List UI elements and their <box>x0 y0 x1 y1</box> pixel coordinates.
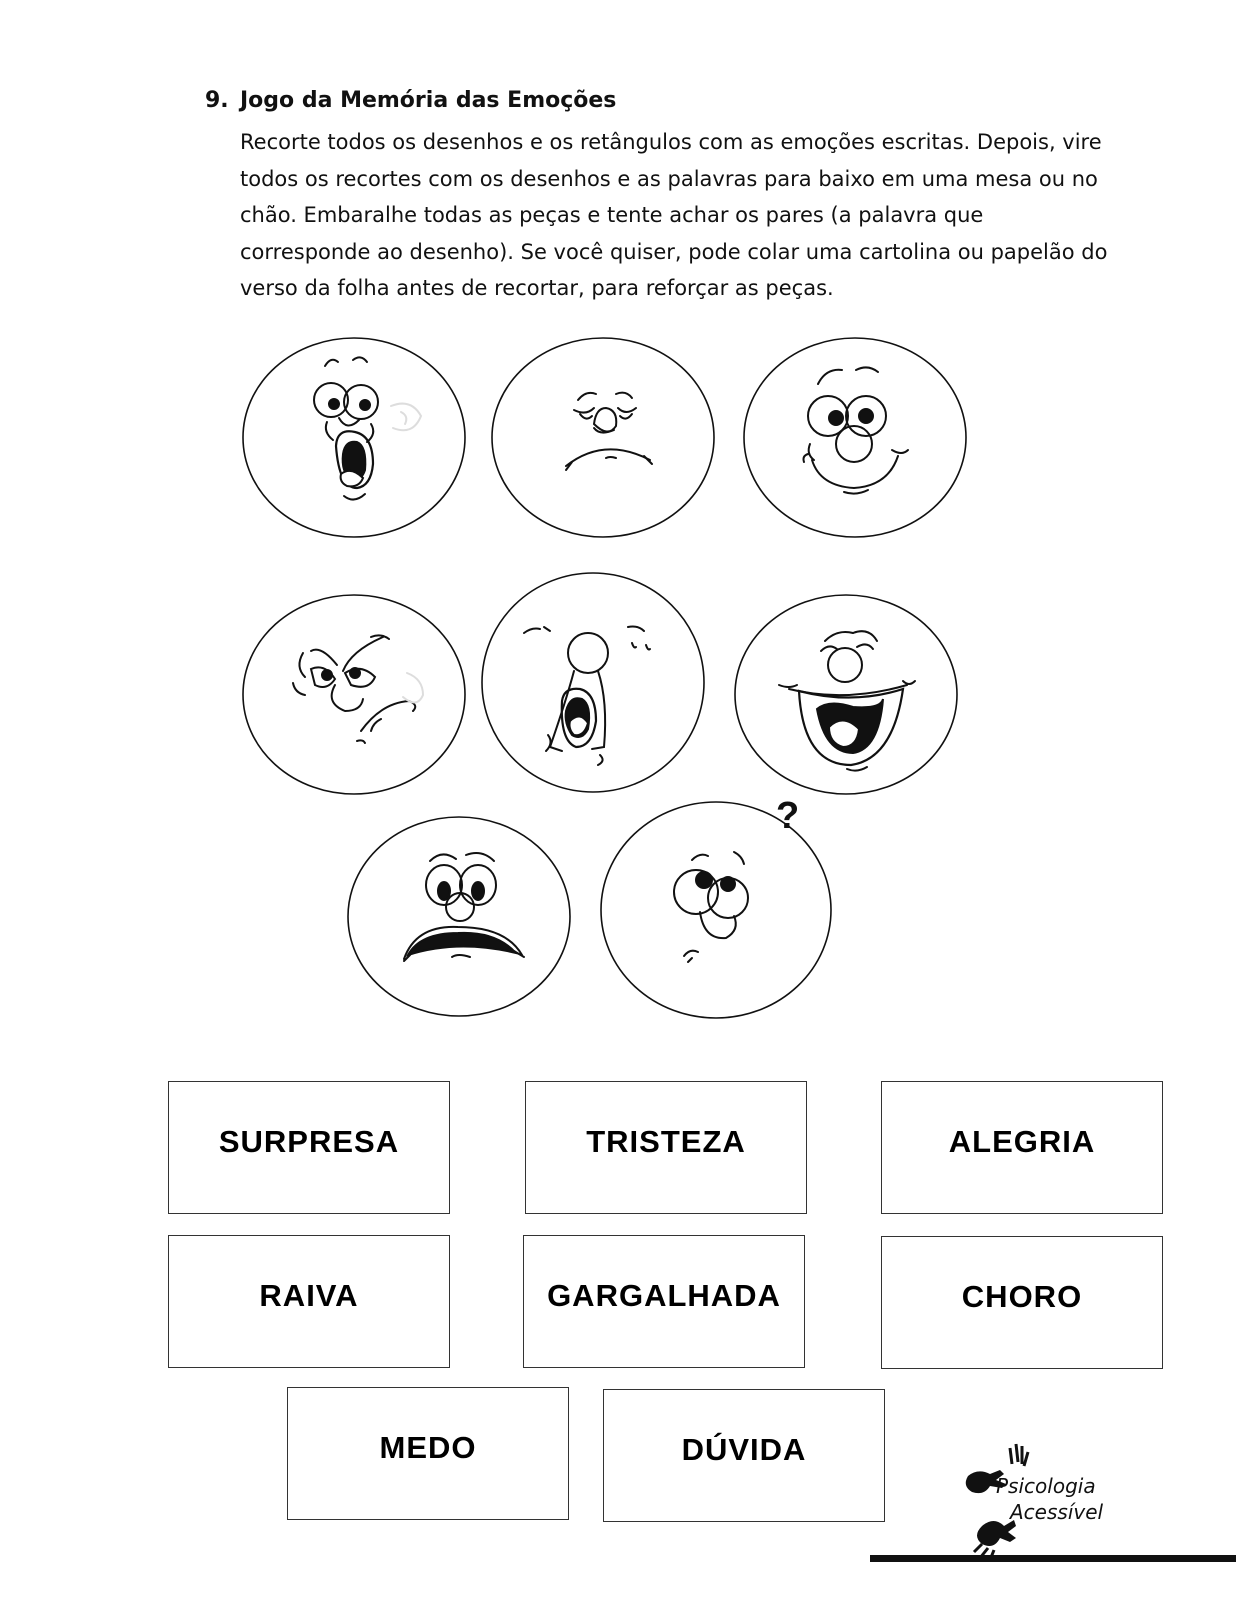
doubt-face-icon <box>600 795 836 1020</box>
instructions-line: corresponde ao desenho). Se você quiser, pode colar uma cartolina ou papelão do <box>240 239 1108 264</box>
word-card-alegria[interactable] <box>881 1081 1163 1214</box>
word-card-surpresa[interactable] <box>168 1081 450 1214</box>
happy-face-icon <box>742 336 968 539</box>
word-card-duvida[interactable] <box>603 1389 885 1522</box>
instructions-line: todos os recortes com os desenhos e as palavras para baixo em uma mesa ou no <box>240 166 1098 191</box>
word-card-gargalhada[interactable] <box>523 1235 805 1368</box>
logo-line-1: Psicologia <box>996 1474 1096 1498</box>
activity-number: 9. <box>205 88 229 113</box>
word-card-label: MEDO <box>379 1429 477 1465</box>
word-card-label: ALEGRIA <box>948 1123 1096 1159</box>
instructions-paragraph <box>240 124 1200 307</box>
instructions-line: Recorte todos os desenhos e os retângulos com as emoções escritas. Depois, vire <box>240 130 1102 154</box>
laughing-face-icon <box>733 593 959 796</box>
psicologia-acessivel-logo <box>960 1440 1160 1570</box>
word-card-label: DÚVIDA <box>681 1431 807 1467</box>
sad-face-icon <box>490 336 716 539</box>
word-card-label: RAIVA <box>259 1277 359 1313</box>
word-card-label: GARGALHADA <box>547 1277 781 1313</box>
question-mark: ? <box>776 795 800 837</box>
angry-face-icon <box>241 593 467 796</box>
word-card-raiva[interactable] <box>168 1235 450 1368</box>
word-card-medo[interactable] <box>287 1387 569 1520</box>
activity-title: Jogo da Memória das Emoções <box>240 88 617 113</box>
scared-face-icon <box>346 815 572 1018</box>
bottom-rule <box>870 1555 1236 1562</box>
word-card-label: CHORO <box>961 1278 1083 1314</box>
surprise-face-icon <box>241 336 467 539</box>
word-card-choro[interactable] <box>881 1236 1163 1369</box>
crying-face-icon <box>480 571 706 794</box>
word-card-label: SURPRESA <box>218 1123 400 1159</box>
instructions-line: verso da folha antes de recortar, para reforçar as peças. <box>240 276 834 300</box>
word-card-tristeza[interactable] <box>525 1081 807 1214</box>
logo-line-2: Acessível <box>1010 1500 1104 1524</box>
word-card-label: TRISTEZA <box>586 1123 746 1159</box>
instructions-line: chão. Embaralhe todas as peças e tente achar os pares (a palavra que <box>240 203 984 227</box>
